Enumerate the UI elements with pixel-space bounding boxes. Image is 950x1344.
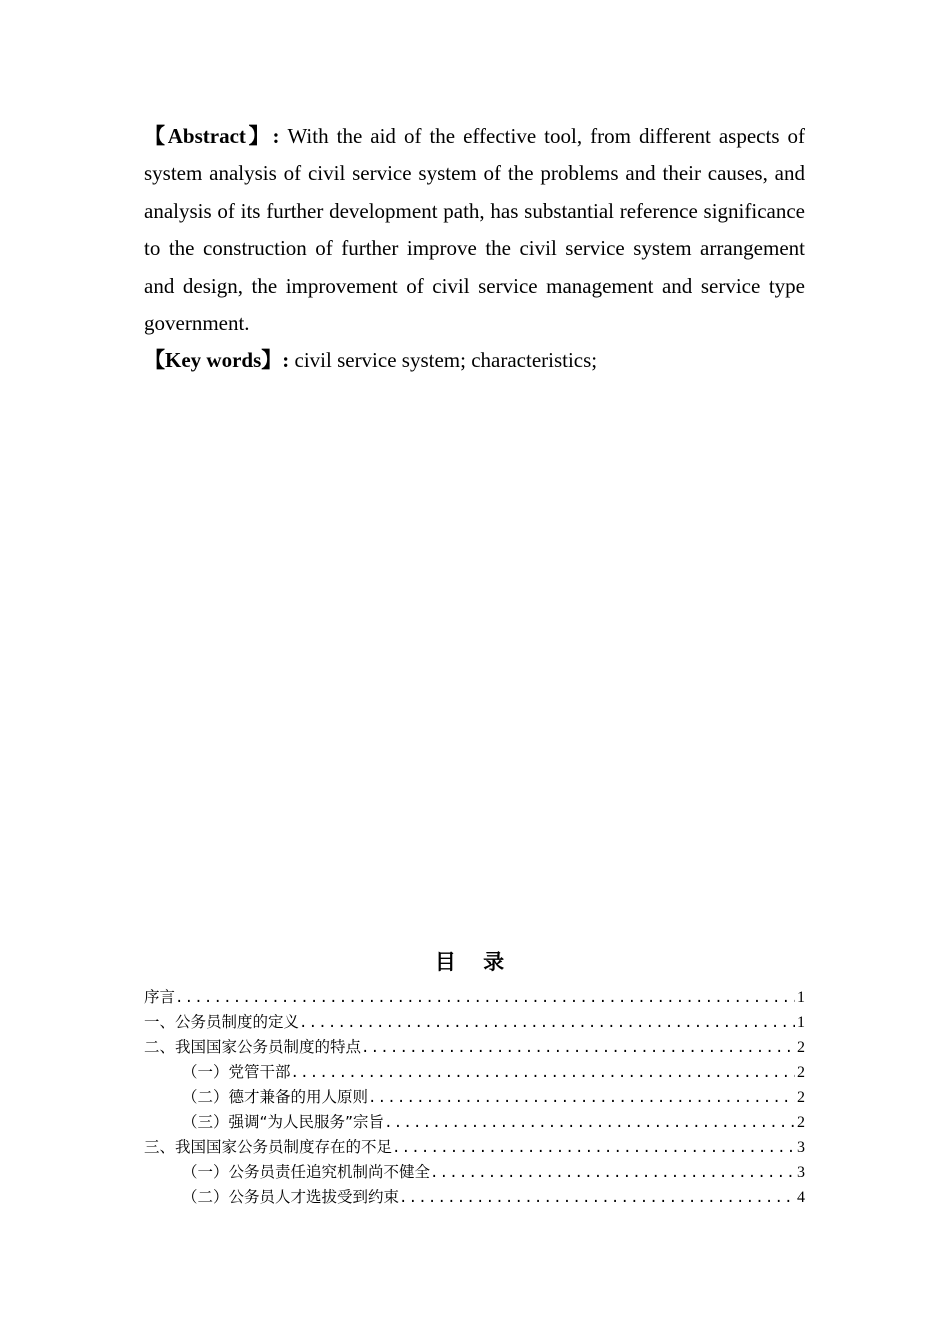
toc-page-number: 2: [797, 1114, 805, 1131]
abstract-section: [144, 118, 805, 380]
toc-page-number: 1: [797, 989, 805, 1006]
toc-entry-text: （一）党管干部: [182, 1063, 291, 1081]
toc-entry-text: （二）德才兼备的用人原则: [182, 1088, 369, 1106]
toc-title: 目 录: [434, 950, 515, 974]
toc-entry-preface[interactable]: [144, 985, 805, 1010]
toc-page-number: 1: [797, 1014, 805, 1031]
toc-leader-dots: [175, 986, 795, 1010]
abstract-text: With the aid of the effective tool, from different aspects of system analysis of civil service system of the problems and their causes, and analysis of its further development path, has substantial reference significance to the construction of further improve the civil service system arrangement and design, the improvement of civil service management and service type government.: [144, 124, 806, 336]
toc-page-number: 3: [797, 1139, 805, 1156]
toc-leader-dots: [299, 1011, 795, 1035]
toc-entry-accountability[interactable]: [144, 1160, 805, 1185]
toc-entry-text: （一）公务员责任追究机制尚不健全: [182, 1163, 431, 1181]
toc-entry-definition[interactable]: [144, 1010, 805, 1035]
toc-leader-dots: [368, 1086, 795, 1110]
abstract-label: 【Abstract】: [144, 124, 273, 148]
toc-page-number: 4: [797, 1189, 805, 1206]
abstract-separator: :: [272, 124, 280, 148]
toc-leader-dots: [392, 1136, 795, 1160]
toc-entry-shortcomings[interactable]: [144, 1135, 805, 1160]
toc-entry-text: 序言: [144, 988, 176, 1006]
keywords-paragraph: [144, 342, 805, 379]
toc-entry-party-management[interactable]: [144, 1060, 805, 1085]
toc-entry-text: （二）公务员人才选拔受到约束: [182, 1188, 400, 1206]
keywords-label: 【Key words】:: [144, 348, 290, 373]
toc-entry-text: 一、公务员制度的定义: [144, 1013, 300, 1031]
toc-entry-text: 二、我国国家公务员制度的特点: [144, 1038, 362, 1056]
toc-list: [144, 985, 805, 1210]
toc-entry-text: 三、我国国家公务员制度存在的不足: [144, 1138, 393, 1156]
toc-entry-text: （三）强调“为人民服务”宗旨: [182, 1113, 385, 1131]
toc-leader-dots: [430, 1161, 795, 1185]
toc-entry-merit-principle[interactable]: [144, 1085, 805, 1110]
toc-leader-dots: [361, 1036, 795, 1060]
toc-leader-dots: [399, 1186, 795, 1210]
toc-page-number: 2: [797, 1064, 805, 1081]
toc-page-number: 2: [797, 1039, 805, 1056]
toc-leader-dots: [291, 1061, 795, 1085]
keywords-text: civil service system; characteristics;: [294, 348, 598, 373]
table-of-contents: [144, 945, 805, 1210]
toc-leader-dots: [384, 1111, 795, 1135]
toc-entry-talent-selection[interactable]: [144, 1185, 805, 1210]
abstract-paragraph: [144, 118, 805, 342]
toc-entry-serve-people[interactable]: [144, 1110, 805, 1135]
toc-page-number: 2: [797, 1089, 805, 1106]
toc-entry-characteristics[interactable]: [144, 1035, 805, 1060]
toc-page-number: 3: [797, 1164, 805, 1181]
